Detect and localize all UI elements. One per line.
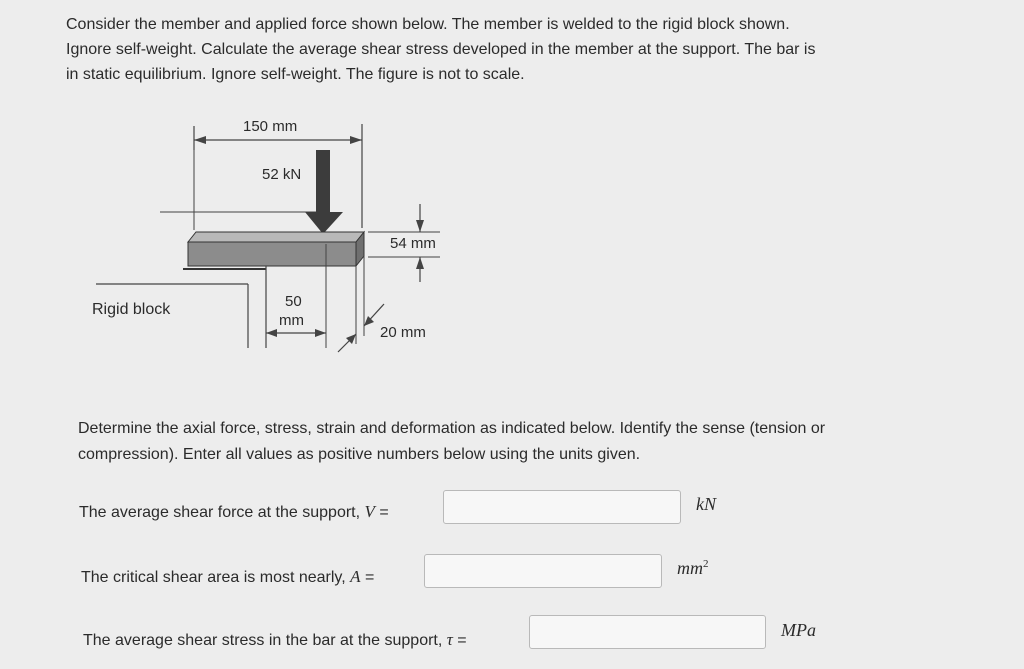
problem-line-2: Ignore self-weight. Calculate the average shear stress developed in the member at the support. The bar is [66, 41, 816, 58]
shear-force-unit [696, 494, 716, 515]
shear-stress-unit [781, 620, 816, 641]
shear-stress-unit-text: MPa [781, 620, 816, 640]
question-shear-stress-symbol: τ [446, 630, 453, 649]
dim-label-length: 150 mm [243, 118, 298, 135]
dim-label-weld-top: 50 [285, 293, 302, 310]
arrowhead-50-left [266, 329, 277, 337]
dim-label-weld-bottom: mm [279, 312, 304, 329]
problem-line-3: in static equilibrium. Ignore self-weight. The figure is not to scale. [66, 66, 525, 83]
question-shear-stress-prefix: The average shear stress in the bar at the support, [83, 632, 447, 649]
shear-area-unit [677, 558, 709, 579]
dim-label-height: 54 mm [390, 235, 436, 252]
dim-label-depth: 20 mm [380, 324, 426, 341]
load-arrow-shaft [316, 150, 330, 212]
question-shear-area-prefix: The critical shear area is most nearly, [81, 569, 351, 586]
instructions [78, 416, 958, 468]
arrowhead-50-right [315, 329, 326, 337]
height-arrowhead-bottom [416, 257, 424, 269]
question-shear-area [81, 567, 374, 587]
instructions-line-1: Determine the axial force, stress, strain and deformation as indicated below. Identify the sense (tension or [78, 420, 826, 437]
question-shear-stress [83, 630, 467, 650]
question-shear-area-symbol: A [350, 567, 361, 586]
shear-area-unit-text: mm [677, 558, 703, 578]
question-shear-force-prefix: The average shear force at the support, [79, 504, 365, 521]
arrowhead-left [194, 136, 206, 144]
shear-force-unit-text: kN [696, 494, 716, 514]
height-arrowhead-top [416, 220, 424, 232]
question-shear-force-symbol: V [364, 502, 375, 521]
shear-force-input[interactable] [443, 490, 681, 524]
load-label: 52 kN [262, 166, 302, 183]
instructions-line-2: compression). Enter all values as positive numbers below using the units given. [78, 446, 641, 463]
load-arrow-head [305, 212, 343, 234]
rigid-block-label: Rigid block [92, 301, 171, 318]
shear-stress-input[interactable] [529, 615, 766, 649]
question-shear-force-suffix: = [374, 504, 389, 521]
bar-front-face [188, 242, 356, 266]
arrowhead-right [350, 136, 362, 144]
problem-line-1: Consider the member and applied force shown below. The member is welded to the rigid block shown. [66, 16, 790, 33]
question-shear-force [79, 502, 389, 522]
question-shear-area-suffix: = [360, 569, 375, 586]
shear-area-input[interactable] [424, 554, 662, 588]
question-shear-stress-suffix: = [452, 632, 467, 649]
shear-area-unit-sup: 2 [703, 558, 709, 570]
bar-top-face [188, 232, 364, 242]
